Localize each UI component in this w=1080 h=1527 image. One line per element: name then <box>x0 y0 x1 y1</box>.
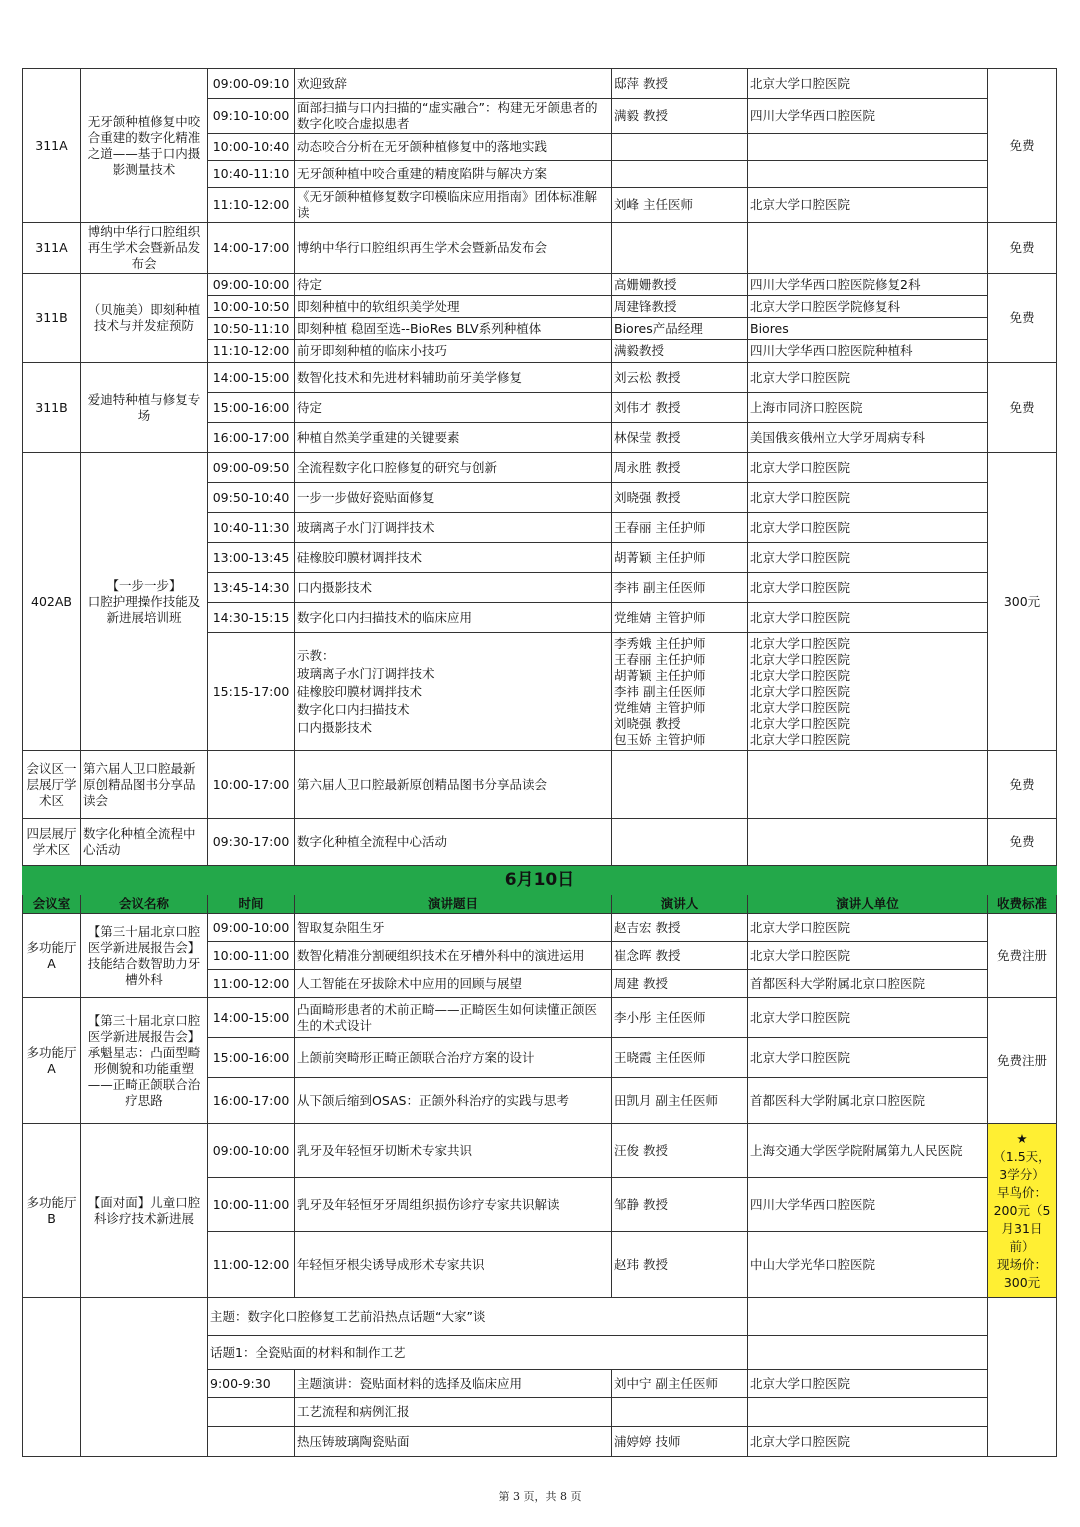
speaker-cell: 党维婧 主管护师 <box>612 603 748 633</box>
affiliation-cell: 北京大学口腔医院 <box>748 483 988 513</box>
topic-heading-cell: 话题1：全瓷贴面的材料和制作工艺 <box>208 1336 748 1370</box>
session-name-line: 口腔护理操作技能及新进展培训班 <box>87 593 201 625</box>
speaker-cell: 满毅 教授 <box>612 99 748 134</box>
speaker-cell <box>612 819 748 866</box>
demo-affiliation-cell <box>748 633 988 751</box>
demo-speaker: 包玉娇 主管护师 <box>614 731 706 747</box>
affiliation-cell: 四川大学华西口腔医院 <box>748 99 988 134</box>
schedule-sheet <box>22 68 1056 1457</box>
time-cell: 14:00-17:00 <box>208 223 295 274</box>
header-room: 会议室 <box>23 895 81 914</box>
affiliation-cell: 北京大学口腔医院 <box>748 188 988 223</box>
session-name-cell: 【第三十届北京口腔医学新进展报告会】技能结合数智助力牙槽外科 <box>81 914 208 998</box>
speaker-cell <box>612 223 748 274</box>
time-cell: 13:00-13:45 <box>208 543 295 573</box>
session-name-cell: 【第三十届北京口腔医学新进展报告会】承魁星志：凸面型畸形侧貌和功能重塑——正畸正颌联合治疗思路 <box>81 998 208 1124</box>
topic-cell: 数智化技术和先进材料辅助前牙美学修复 <box>295 363 612 393</box>
fee-cell: 免费 <box>988 69 1057 223</box>
affiliation-cell: 北京大学口腔医院 <box>748 543 988 573</box>
topic-cell: 智取复杂阻生牙 <box>295 914 612 942</box>
time-cell: 10:00-10:40 <box>208 134 295 161</box>
header-row <box>23 895 1057 914</box>
demo-affiliation: 北京大学口腔医院 <box>750 683 851 699</box>
affiliation-cell: 北京大学口腔医院 <box>748 453 988 483</box>
time-cell: 16:00-17:00 <box>208 423 295 453</box>
time-cell: 10:40-11:30 <box>208 513 295 543</box>
topic-cell: 工艺流程和病例汇报 <box>295 1398 612 1427</box>
header-time: 时间 <box>208 895 295 914</box>
speaker-cell: 汪俊 教授 <box>612 1124 748 1178</box>
speaker-cell: 周建锋教授 <box>612 296 748 318</box>
speaker-cell: 王春丽 主任护师 <box>612 513 748 543</box>
schedule-table <box>22 68 1057 1457</box>
affiliation-cell: 北京大学口腔医院 <box>748 1038 988 1078</box>
demo-speaker: 党维婧 主管护师 <box>614 699 706 715</box>
affiliation-cell: 中山大学光华口腔医院 <box>748 1232 988 1298</box>
fee-cell: 免费 <box>988 363 1057 453</box>
time-cell: 14:00-15:00 <box>208 998 295 1038</box>
session-name-cell: 数字化种植全流程中心活动 <box>81 819 208 866</box>
header-session: 会议名称 <box>81 895 208 914</box>
affiliation-cell: 首都医科大学附属北京口腔医院 <box>748 970 988 998</box>
table-row <box>23 751 1057 819</box>
room-cell: 311B <box>23 274 81 363</box>
affiliation-cell <box>748 1336 988 1370</box>
affiliation-cell: 北京大学口腔医院 <box>748 942 988 970</box>
topic-cell: 数字化种植全流程中心活动 <box>295 819 612 866</box>
speaker-cell: 李祎 副主任医师 <box>612 573 748 603</box>
topic-cell: 乳牙及年轻恒牙切断术专家共识 <box>295 1124 612 1178</box>
table-row <box>23 998 1057 1038</box>
demo-affiliation: 北京大学口腔医院 <box>750 635 851 651</box>
affiliation-cell: 北京大学口腔医院 <box>748 513 988 543</box>
affiliation-cell: 北京大学口腔医院 <box>748 914 988 942</box>
time-cell: 10:00-11:00 <box>208 1178 295 1232</box>
speaker-cell: 李小彤 主任医师 <box>612 998 748 1038</box>
speaker-cell: 赵玮 教授 <box>612 1232 748 1298</box>
topic-cell: 待定 <box>295 274 612 296</box>
fee-cell: 300元 <box>988 453 1057 751</box>
time-cell: 10:00-17:00 <box>208 751 295 819</box>
topic-cell: 待定 <box>295 393 612 423</box>
header-fee: 收费标准 <box>988 895 1057 914</box>
speaker-cell: 刘峰 主任医师 <box>612 188 748 223</box>
affiliation-cell: Biores <box>748 318 988 340</box>
demo-affiliation: 北京大学口腔医院 <box>750 699 851 715</box>
time-cell: 09:00-09:50 <box>208 453 295 483</box>
fee-cell: 免费注册 <box>988 914 1057 998</box>
room-cell: 311A <box>23 223 81 274</box>
fee-line: 200元（5 <box>993 1202 1051 1218</box>
session-name-cell: 第六届人卫口腔最新原创精品图书分享品读会 <box>81 751 208 819</box>
room-cell: 多功能厅A <box>23 914 81 998</box>
time-cell: 10:00-10:50 <box>208 296 295 318</box>
demo-line: 口内摄影技术 <box>297 719 373 735</box>
topic-cell: 玻璃离子水门汀调拌技术 <box>295 513 612 543</box>
topic-cell: 乳牙及年轻恒牙牙周组织损伤诊疗专家共识解读 <box>295 1178 612 1232</box>
topic-cell: 即刻种植中的软组织美学处理 <box>295 296 612 318</box>
header-speaker: 演讲人 <box>612 895 748 914</box>
header-topic: 演讲题目 <box>295 895 612 914</box>
speaker-cell: 刘中宁 副主任医师 <box>612 1370 748 1398</box>
fee-line: （1.5天， <box>993 1148 1051 1164</box>
time-cell: 09:00-09:10 <box>208 69 295 99</box>
table-row <box>23 819 1057 866</box>
session-name-cell: 无牙颌种植修复中咬合重建的数字化精准之道——基于口内摄影测量技术 <box>81 69 208 223</box>
topic-cell: 凸面畸形患者的术前正畸——正畸医生如何读懂正颌医生的术式设计 <box>295 998 612 1038</box>
topic-cell: 第六届人卫口腔最新原创精品图书分享品读会 <box>295 751 612 819</box>
speaker-cell: 邸萍 教授 <box>612 69 748 99</box>
room-cell: 多功能厅A <box>23 998 81 1124</box>
time-cell: 09:00-10:00 <box>208 914 295 942</box>
affiliation-cell: 四川大学华西口腔医院 <box>748 1178 988 1232</box>
affiliation-cell <box>748 223 988 274</box>
affiliation-cell: 北京大学口腔医院 <box>748 69 988 99</box>
time-cell: 09:30-17:00 <box>208 819 295 866</box>
time-cell: 09:00-10:00 <box>208 1124 295 1178</box>
fee-cell: 免费 <box>988 274 1057 363</box>
table-row <box>23 914 1057 942</box>
speaker-cell: 林保莹 教授 <box>612 423 748 453</box>
speaker-cell: 刘伟才 教授 <box>612 393 748 423</box>
affiliation-cell: 北京大学口腔医院 <box>748 1427 988 1457</box>
room-cell: 四层展厅学术区 <box>23 819 81 866</box>
table-row <box>23 69 1057 99</box>
speaker-cell <box>612 161 748 188</box>
fee-line: 现场价： <box>996 1256 1047 1272</box>
date-banner: 6月10日 <box>23 866 1057 895</box>
speaker-cell <box>612 1398 748 1427</box>
topic-cell: 主题演讲：瓷贴面材料的选择及临床应用 <box>295 1370 612 1398</box>
date-banner-row <box>23 866 1057 895</box>
demo-speaker-cell <box>612 633 748 751</box>
time-cell: 16:00-17:00 <box>208 1078 295 1124</box>
topic-cell: 口内摄影技术 <box>295 573 612 603</box>
affiliation-cell <box>748 134 988 161</box>
topic-cell: 前牙即刻种植的临床小技巧 <box>295 340 612 363</box>
topic-cell: 欢迎致辞 <box>295 69 612 99</box>
fee-cell <box>988 1124 1057 1298</box>
speaker-cell: 浦婷婷 技师 <box>612 1427 748 1457</box>
affiliation-cell: 美国俄亥俄州立大学牙周病专科 <box>748 423 988 453</box>
speaker-cell: 王晓霞 主任医师 <box>612 1038 748 1078</box>
speaker-cell: 田凯月 副主任医师 <box>612 1078 748 1124</box>
topic-cell: 无牙颌种植中咬合重建的精度陷阱与解决方案 <box>295 161 612 188</box>
topic-cell: 种植自然美学重建的关键要素 <box>295 423 612 453</box>
demo-speaker: 李祎 副主任医师 <box>614 683 706 699</box>
speaker-cell <box>612 751 748 819</box>
affiliation-cell: 四川大学华西口腔医院修复2科 <box>748 274 988 296</box>
affiliation-cell <box>748 751 988 819</box>
topic-cell: 人工智能在牙拔除术中应用的回顾与展望 <box>295 970 612 998</box>
table-row <box>23 223 1057 274</box>
affiliation-cell: 北京大学口腔医院 <box>748 603 988 633</box>
time-cell: 11:00-12:00 <box>208 970 295 998</box>
demo-line: 示教： <box>297 647 335 663</box>
topic-cell: 面部扫描与口内扫描的“虚实融合”：构建无牙颌患者的数字化咬合虚拟患者 <box>295 99 612 134</box>
topic-cell: 热压铸玻璃陶瓷贴面 <box>295 1427 612 1457</box>
speaker-cell: 高姗姗教授 <box>612 274 748 296</box>
table-row <box>23 1124 1057 1178</box>
demo-line: 数字化口内扫描技术 <box>297 701 410 717</box>
table-row <box>23 274 1057 296</box>
fee-cell: 免费 <box>988 223 1057 274</box>
time-cell <box>208 1427 295 1457</box>
room-cell: 311A <box>23 69 81 223</box>
time-cell: 09:50-10:40 <box>208 483 295 513</box>
demo-speaker: 刘晓强 教授 <box>614 715 681 731</box>
time-cell: 09:10-10:00 <box>208 99 295 134</box>
demo-speaker: 王春丽 主任护师 <box>614 651 706 667</box>
speaker-cell <box>612 134 748 161</box>
affiliation-cell: 北京大学口腔医院 <box>748 363 988 393</box>
time-cell: 15:00-16:00 <box>208 1038 295 1078</box>
table-row <box>23 453 1057 483</box>
fee-line: 月31日 <box>1001 1220 1043 1236</box>
topic-cell: 即刻种植 稳固至选--BioRes BLV系列种植体 <box>295 318 612 340</box>
time-cell: 10:40-11:10 <box>208 161 295 188</box>
topic-cell: 数智化精准分割硬组织技术在牙槽外科中的演进运用 <box>295 942 612 970</box>
speaker-cell: 胡菁颖 主任护师 <box>612 543 748 573</box>
affiliation-cell <box>748 161 988 188</box>
demo-speaker: 李秀娥 主任护师 <box>614 635 706 651</box>
time-cell: 15:00-16:00 <box>208 393 295 423</box>
affiliation-cell: 北京大学口腔医院 <box>748 573 988 603</box>
affiliation-cell: 四川大学华西口腔医院种植科 <box>748 340 988 363</box>
table-row <box>23 363 1057 393</box>
affiliation-cell: 首都医科大学附属北京口腔医院 <box>748 1078 988 1124</box>
time-cell: 13:45-14:30 <box>208 573 295 603</box>
time-cell: 11:00-12:00 <box>208 1232 295 1298</box>
theme-cell: 主题：数字化口腔修复工艺前沿热点话题“大家”谈 <box>208 1298 748 1336</box>
affiliation-cell <box>748 1298 988 1336</box>
session-name-cell <box>81 1298 208 1457</box>
fee-line: ★ <box>1016 1130 1028 1146</box>
speaker-cell: 刘云松 教授 <box>612 363 748 393</box>
session-name-cell: （贝施美）即刻种植技术与并发症预防 <box>81 274 208 363</box>
demo-affiliation: 北京大学口腔医院 <box>750 731 851 747</box>
session-name-cell: 博纳中华行口腔组织再生学术会暨新品发布会 <box>81 223 208 274</box>
demo-affiliation: 北京大学口腔医院 <box>750 715 851 731</box>
topic-cell: 上颌前突畸形正畸正颌联合治疗方案的设计 <box>295 1038 612 1078</box>
fee-cell <box>988 1298 1057 1457</box>
topic-cell: 年轻恒牙根尖诱导成形术专家共识 <box>295 1232 612 1298</box>
topic-cell: 硅橡胶印膜材调拌技术 <box>295 543 612 573</box>
time-cell: 14:00-15:00 <box>208 363 295 393</box>
topic-cell: 博纳中华行口腔组织再生学术会暨新品发布会 <box>295 223 612 274</box>
fee-line: 早鸟价： <box>996 1184 1047 1200</box>
room-cell: 402AB <box>23 453 81 751</box>
session-name-cell: 爱迪特种植与修复专场 <box>81 363 208 453</box>
affiliation-cell <box>748 819 988 866</box>
room-cell <box>23 1298 81 1457</box>
topic-cell: 《无牙颌种植修复数字印模临床应用指南》团体标准解读 <box>295 188 612 223</box>
demo-affiliation: 北京大学口腔医院 <box>750 667 851 683</box>
fee-line: 前） <box>1009 1238 1035 1254</box>
fee-line: 300元 <box>1003 1274 1041 1290</box>
time-cell: 15:15-17:00 <box>208 633 295 751</box>
affiliation-cell: 北京大学口腔医学院修复科 <box>748 296 988 318</box>
table-row <box>23 1298 1057 1336</box>
speaker-cell: 周建 教授 <box>612 970 748 998</box>
topic-cell: 数字化口内扫描技术的临床应用 <box>295 603 612 633</box>
demo-topic-cell <box>295 633 612 751</box>
topic-cell: 一步一步做好瓷贴面修复 <box>295 483 612 513</box>
speaker-cell: 满毅教授 <box>612 340 748 363</box>
room-cell: 311B <box>23 363 81 453</box>
time-cell: 10:50-11:10 <box>208 318 295 340</box>
fee-cell: 免费 <box>988 751 1057 819</box>
topic-cell: 全流程数字化口腔修复的研究与创新 <box>295 453 612 483</box>
room-cell: 多功能厅B <box>23 1124 81 1298</box>
affiliation-cell: 北京大学口腔医院 <box>748 998 988 1038</box>
demo-line: 玻璃离子水门汀调拌技术 <box>297 665 435 681</box>
fee-line: 3学分） <box>999 1166 1045 1182</box>
topic-cell: 从下颌后缩到OSAS：正颌外科治疗的实践与思考 <box>295 1078 612 1124</box>
speaker-cell: 刘晓强 教授 <box>612 483 748 513</box>
session-name-cell <box>81 453 208 751</box>
time-cell: 09:00-10:00 <box>208 274 295 296</box>
speaker-cell: 赵吉宏 教授 <box>612 914 748 942</box>
session-name-cell: 【面对面】儿童口腔科诊疗技术新进展 <box>81 1124 208 1298</box>
fee-cell: 免费 <box>988 819 1057 866</box>
demo-speaker: 胡菁颖 主任护师 <box>614 667 706 683</box>
speaker-cell: 崔念晖 教授 <box>612 942 748 970</box>
fee-cell: 免费注册 <box>988 998 1057 1124</box>
speaker-cell: Biores产品经理 <box>612 318 748 340</box>
demo-line: 硅橡胶印膜材调拌技术 <box>297 683 423 699</box>
page-footer: 第 3 页，共 8 页 <box>498 1490 582 1503</box>
demo-affiliation: 北京大学口腔医院 <box>750 651 851 667</box>
speaker-cell: 周永胜 教授 <box>612 453 748 483</box>
time-cell <box>208 1398 295 1427</box>
time-cell: 11:10-12:00 <box>208 340 295 363</box>
affiliation-cell: 北京大学口腔医院 <box>748 1370 988 1398</box>
speaker-cell: 邹静 教授 <box>612 1178 748 1232</box>
affiliation-cell <box>748 1398 988 1427</box>
time-cell: 14:30-15:15 <box>208 603 295 633</box>
affiliation-cell: 上海市同济口腔医院 <box>748 393 988 423</box>
time-cell: 11:10-12:00 <box>208 188 295 223</box>
topic-cell: 动态咬合分析在无牙颌种植修复中的落地实践 <box>295 134 612 161</box>
header-affiliation: 演讲人单位 <box>748 895 988 914</box>
affiliation-cell: 上海交通大学医学院附属第九人民医院 <box>748 1124 988 1178</box>
time-cell: 10:00-11:00 <box>208 942 295 970</box>
session-name-line: 【一步一步】 <box>106 577 182 593</box>
time-cell: 9:00-9:30 <box>208 1370 295 1398</box>
room-cell: 会议区一层展厅学术区 <box>23 751 81 819</box>
